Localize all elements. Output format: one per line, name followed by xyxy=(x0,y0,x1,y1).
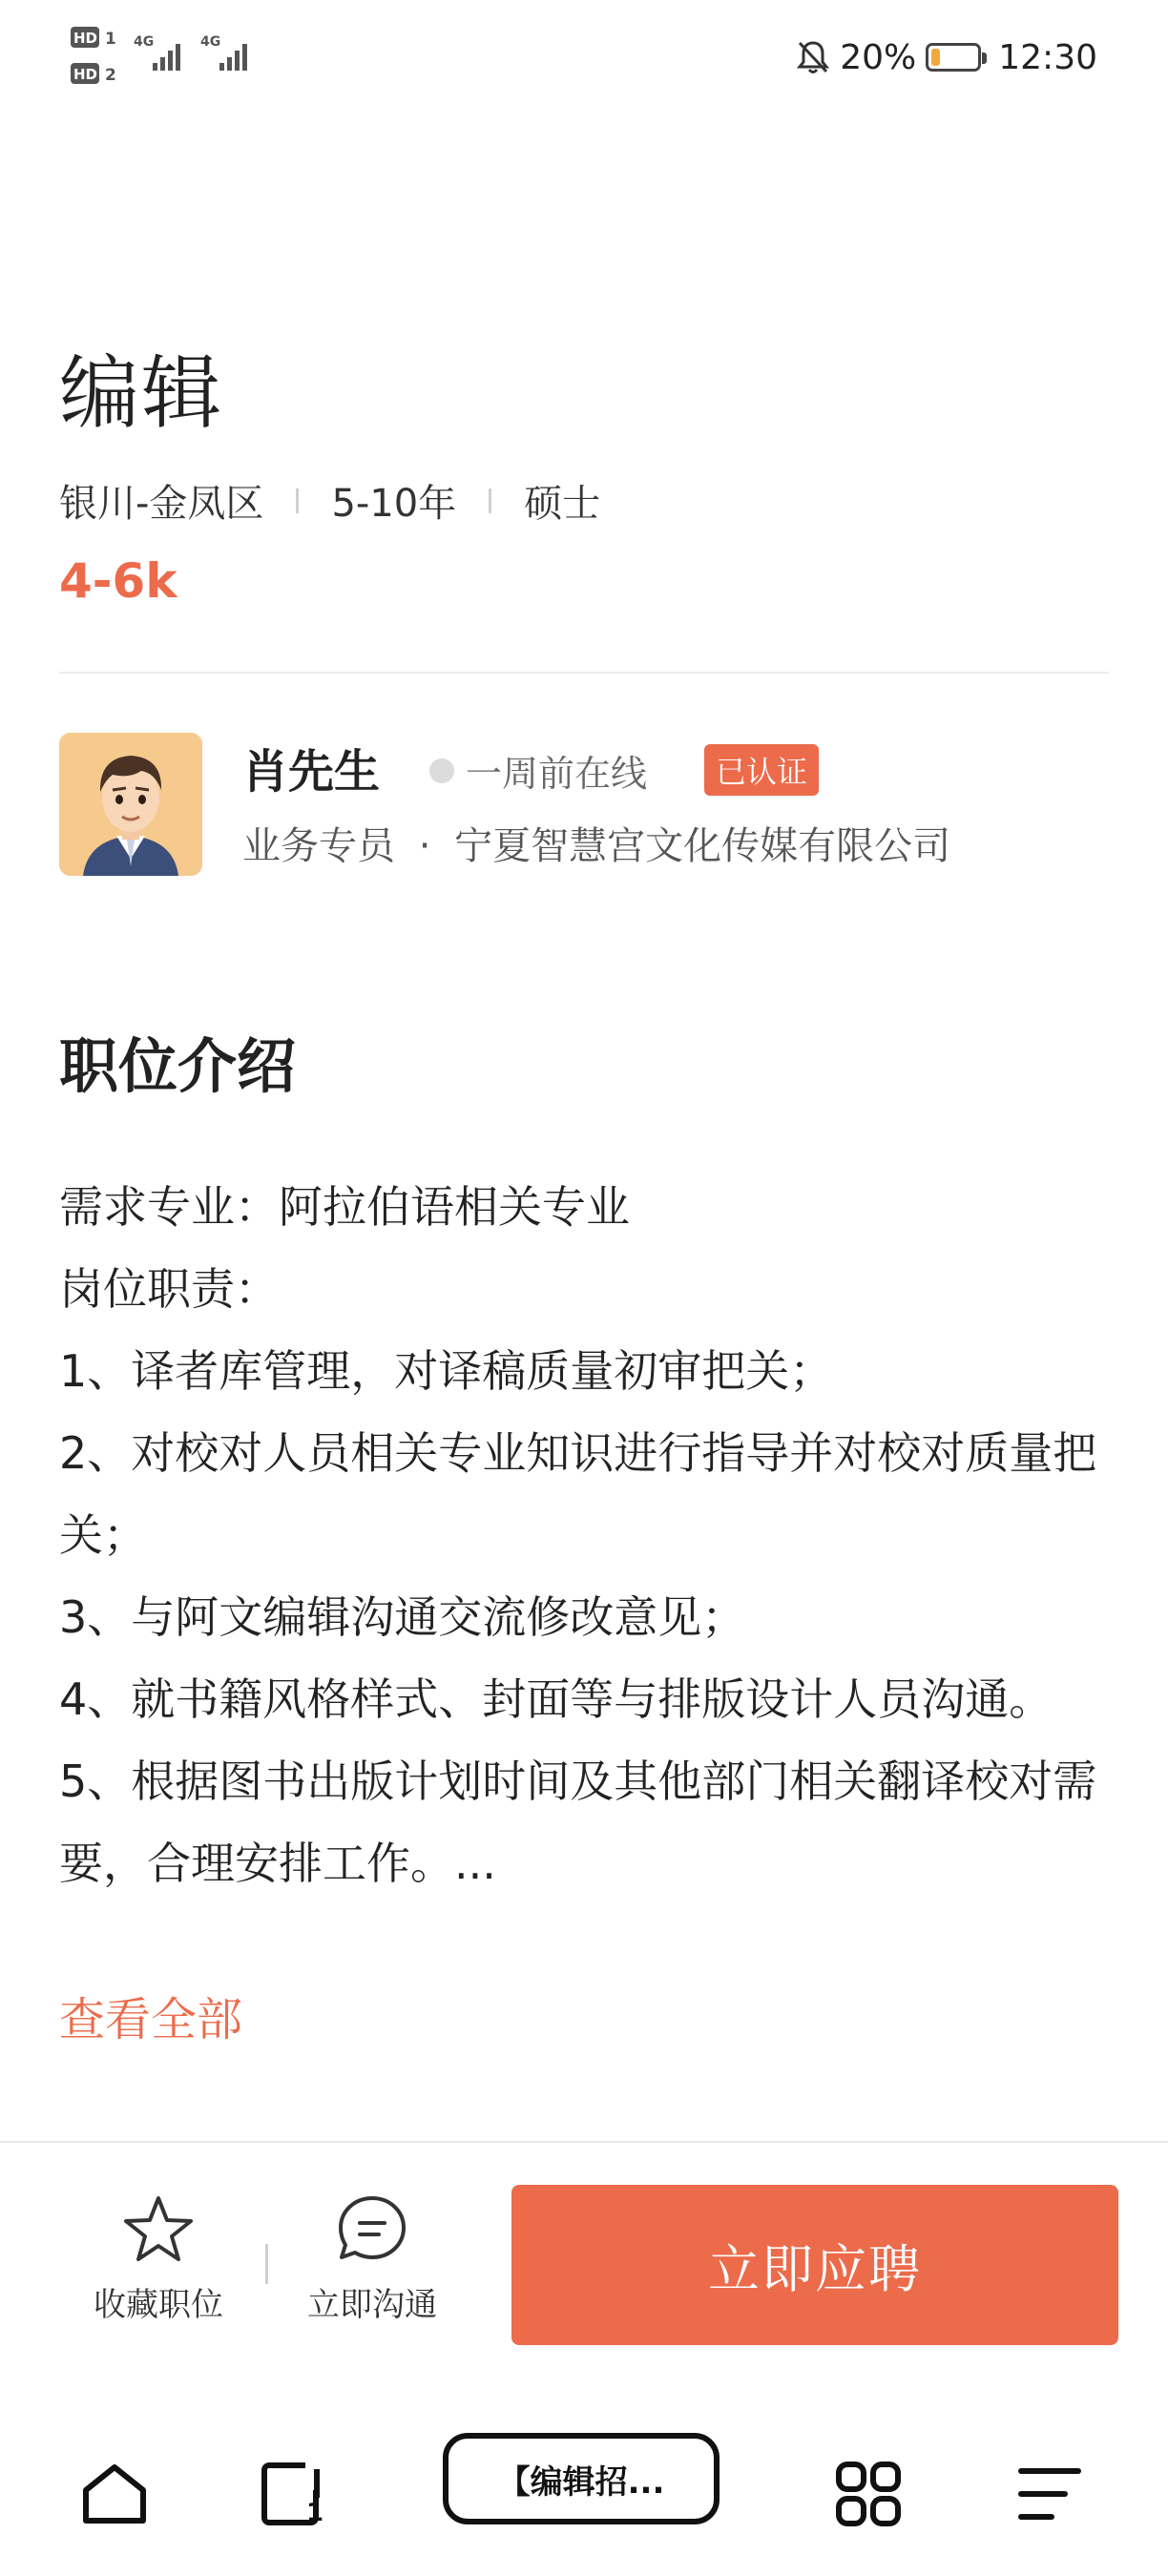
recruiter-name: 肖先生 xyxy=(242,745,381,799)
desc-line: 4、就书籍风格样式、封面等与排版设计人员沟通。 xyxy=(59,1673,1053,1725)
svg-text:2: 2 xyxy=(105,66,116,85)
battery-percent: 20% xyxy=(840,37,917,77)
menu-icon[interactable] xyxy=(1015,2460,1084,2528)
job-location: 银川-金凤区 xyxy=(59,482,264,526)
battery-icon xyxy=(926,43,981,72)
status-dot xyxy=(429,758,454,783)
apply-button[interactable]: 立即应聘 xyxy=(511,2185,1118,2345)
desc-line: 2、对校对人员相关专业知识进行指导并对校对质量把关； xyxy=(59,1427,1097,1561)
company-name: 宁夏智慧宫文化传媒有限公司 xyxy=(454,824,951,868)
svg-text:4G: 4G xyxy=(134,34,155,50)
chat-label: 立即沟通 xyxy=(307,2286,437,2324)
action-separator xyxy=(265,2244,268,2284)
recruiter-position: 业务专员 xyxy=(242,824,395,868)
system-nav-bar xyxy=(0,2414,1168,2576)
job-salary: 4-6k xyxy=(59,553,177,609)
favorite-label: 收藏职位 xyxy=(94,2286,223,2324)
section-divider xyxy=(59,672,1109,674)
recruiter-avatar[interactable] xyxy=(59,733,202,876)
svg-text:1: 1 xyxy=(105,30,116,49)
verified-badge: 已认证 xyxy=(704,744,819,796)
avatar-illustration xyxy=(59,733,202,876)
chat-button[interactable] xyxy=(277,2194,468,2325)
desc-line: 1、译者库管理，对译稿质量初审把关； xyxy=(59,1345,834,1397)
view-all-link[interactable]: 查看全部 xyxy=(59,1993,243,2046)
desc-line: 5、根据图书出版计划时间及其他部门相关翻译校对需要，合理安排工作。... xyxy=(59,1755,1097,1889)
home-icon[interactable] xyxy=(80,2460,149,2528)
star-icon xyxy=(122,2194,195,2263)
favorite-button[interactable] xyxy=(63,2194,254,2325)
separator-dot: · xyxy=(418,824,431,868)
meta-divider xyxy=(489,488,491,513)
svg-text:4G: 4G xyxy=(200,34,221,50)
job-meta xyxy=(59,473,600,528)
clock: 12:30 xyxy=(998,37,1097,77)
status-right xyxy=(796,34,1097,80)
signal-icon xyxy=(71,25,281,92)
svg-text:HD: HD xyxy=(73,66,98,83)
job-description xyxy=(59,1166,1118,1904)
apps-grid-icon[interactable] xyxy=(834,2460,903,2528)
desc-line: 需求专业：阿拉伯语相关专业 xyxy=(59,1181,630,1233)
job-education: 硕士 xyxy=(524,482,601,526)
active-tab-pill[interactable] xyxy=(443,2433,720,2524)
mute-bell-icon xyxy=(796,39,830,75)
action-bar-divider xyxy=(0,2141,1168,2143)
recruiter-company-line xyxy=(242,816,950,870)
chat-bubble-icon xyxy=(336,2194,408,2263)
desc-line: 3、与阿文编辑沟通交流修改意见； xyxy=(59,1591,746,1643)
section-title: 职位介绍 xyxy=(59,1031,297,1101)
meta-divider xyxy=(296,488,299,513)
status-bar xyxy=(0,0,1168,114)
svg-text:1: 1 xyxy=(306,2499,324,2527)
tabs-icon[interactable] xyxy=(260,2460,328,2528)
online-status xyxy=(429,744,647,797)
active-tab-label: 【编辑招... xyxy=(497,2462,665,2502)
svg-text:HD: HD xyxy=(73,30,98,47)
job-title: 编辑 xyxy=(59,346,224,440)
desc-line: 岗位职责： xyxy=(59,1263,279,1315)
job-experience: 5-10年 xyxy=(331,482,457,526)
online-status-text: 一周前在线 xyxy=(466,753,648,795)
